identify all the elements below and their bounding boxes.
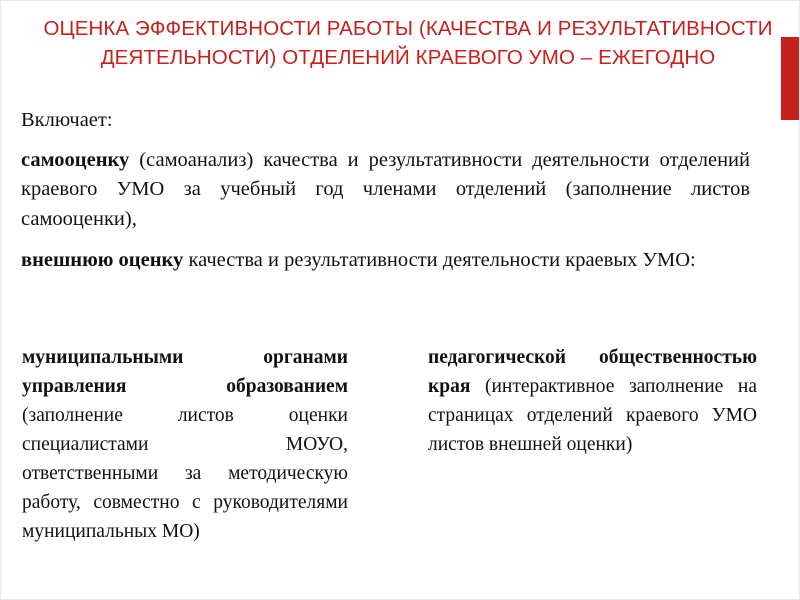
left-column-description: (заполнение листов оценки специалистами МОУО, ответственными за методическую работу, совместно с руководителями муниципальных МО) — [22, 405, 348, 542]
self-assessment-description: (самоанализ) качества и результативности деятельности отделений краевого УМО за учебный год членами отделений (заполнение листов самооценки), — [21, 148, 750, 230]
self-assessment-term: самооценку — [21, 148, 130, 171]
self-assessment-paragraph — [21, 146, 750, 235]
right-column-description: (интерактивное заполнение на страницах отделений краевого УМО листов внешней оценки) — [428, 376, 757, 455]
external-assessment-description: качества и результативности деятельности краевых УМО: — [183, 249, 696, 271]
accent-bar — [781, 37, 800, 120]
external-assessment-term: внешнюю оценку — [21, 249, 184, 271]
slide-title: ОЦЕНКА ЭФФЕКТИВНОСТИ РАБОТЫ (КАЧЕСТВА И РЕЗУЛЬТАТИВНОСТИ ДЕЯТЕЛЬНОСТИ) ОТДЕЛЕНИЙ КРАЕВОГО УМО – ЕЖЕГОДНО — [43, 17, 773, 69]
external-assessment-paragraph — [21, 246, 750, 276]
slide-body — [21, 106, 750, 288]
right-column-term: педагогической общественностью края — [428, 347, 757, 397]
intro-text: Включает: — [21, 109, 113, 131]
left-column-term: муниципальными органами управления образованием — [22, 347, 348, 397]
left-column — [22, 343, 348, 546]
right-column — [428, 343, 757, 459]
